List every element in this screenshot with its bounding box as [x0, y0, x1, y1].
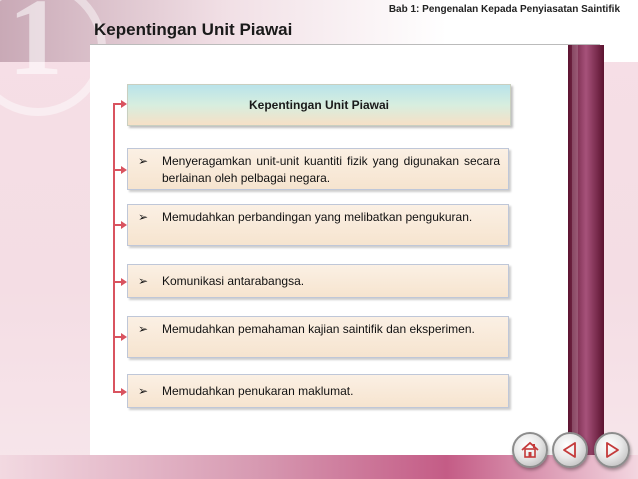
home-icon — [519, 439, 541, 461]
diagram-header-box: Kepentingan Unit Piawai — [127, 84, 511, 126]
list-item-text: Memudahkan pemahaman kajian saintifik dan eksperimen. — [162, 322, 475, 336]
home-button[interactable] — [512, 432, 548, 468]
bullet-arrow-icon: ➢ — [138, 322, 149, 336]
bullet-arrow-icon: ➢ — [138, 210, 149, 224]
chapter-digit: 1 — [8, 0, 63, 98]
list-item-text: Komunikasi antarabangsa. — [162, 274, 305, 288]
next-slide-button[interactable] — [594, 432, 630, 468]
bullet-arrow-icon: ➢ — [138, 154, 149, 168]
bullet-arrow-icon: ➢ — [138, 384, 149, 398]
triangle-right-icon — [602, 440, 622, 460]
list-item-text: Menyeragamkan unit-unit kuantiti fizik yang digunakan secara berlainan oleh pelbagai negara. — [162, 154, 500, 185]
bullet-arrow-icon: ➢ — [138, 274, 149, 288]
list-item — [127, 204, 509, 246]
connector-line — [113, 104, 115, 392]
chapter-label: Bab 1: Pengenalan Kepada Penyiasatan Saintifik — [388, 4, 620, 15]
page-title: Kepentingan Unit Piawai — [94, 20, 293, 39]
list-item — [127, 374, 509, 408]
list-item — [127, 316, 509, 358]
list-item — [127, 264, 509, 298]
list-item-text: Memudahkan perbandingan yang melibatkan pengukuran. — [162, 210, 473, 224]
side-bar-highlight — [572, 45, 578, 455]
list-item — [127, 148, 509, 190]
previous-slide-button[interactable] — [552, 432, 588, 468]
triangle-left-icon — [560, 440, 580, 460]
list-item-text: Memudahkan penukaran maklumat. — [162, 384, 354, 398]
